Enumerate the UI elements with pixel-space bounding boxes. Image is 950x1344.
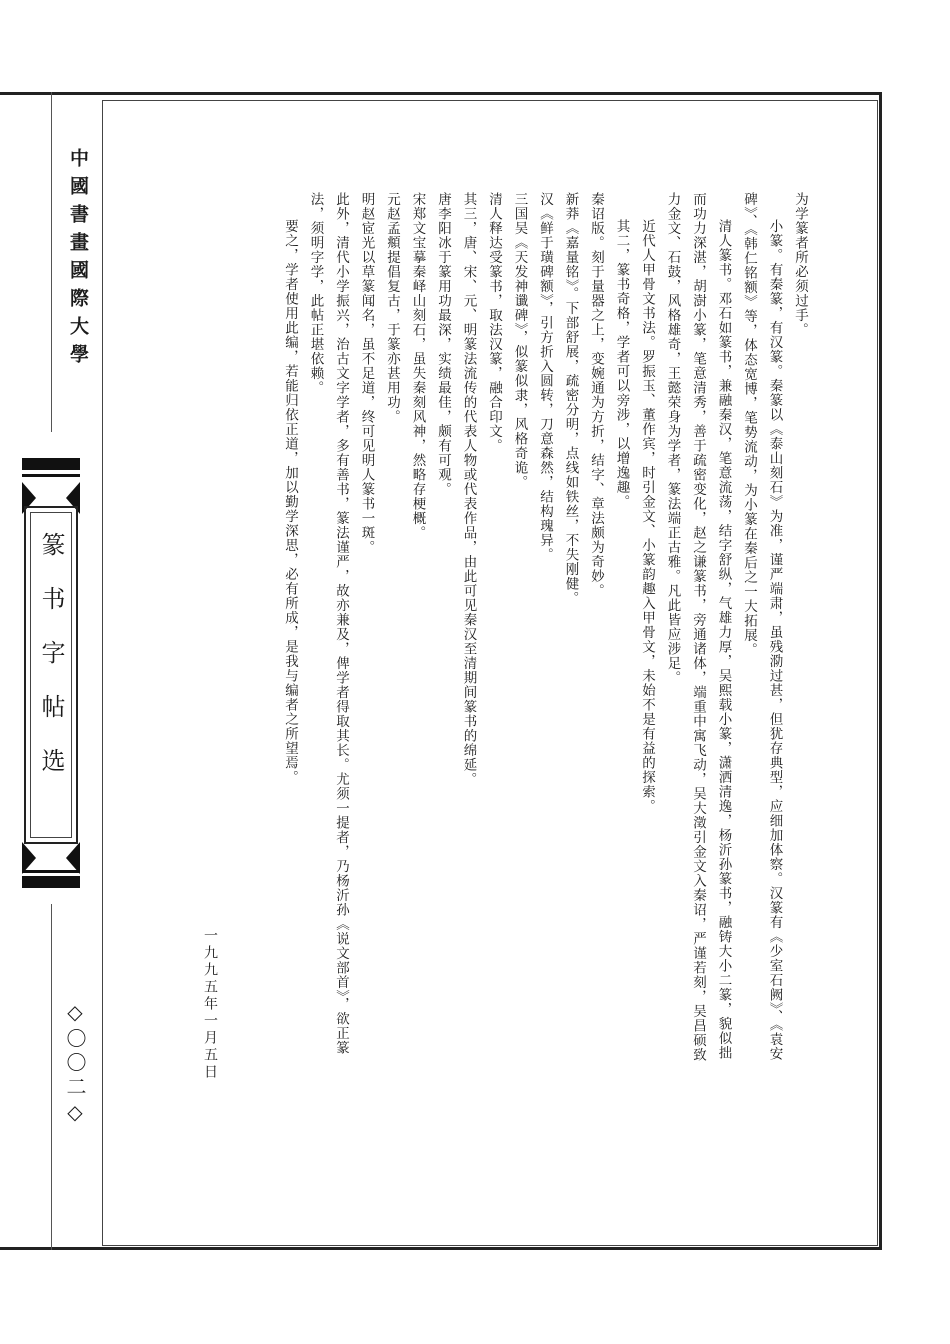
book-title: 篆书字帖选 <box>37 532 65 802</box>
paragraph: 清人释达受篆书，取法汉篆，融合印文。 <box>486 192 502 453</box>
paragraph: 宋郑文宝摹秦峄山刻石，虽失秦刻风神，然略存梗概。 <box>409 192 426 540</box>
paragraph: 清人篆书。邓石如篆书，兼融秦汉，笔意流荡，结字舒纵，气雄力厚，吴熙载小篆，潇洒清逸，杨沂孙篆书，融铸大小二篆，貌似拙而功力深湛，胡澍小篆，笔意清秀，善于疏密变化，赵之谦篆书，旁通诸体，端重中寓飞动，吴大澂引金文入秦诏，严谨若刻，吴昌硕致力金文、石鼓，风格雄奇，王懿荣身为学者，篆法端正古雅。凡此皆应涉足。 <box>664 192 732 1062</box>
title-band-top-thin <box>22 474 80 477</box>
paragraph: 三国吴《天发神谶碑》，似篆似隶，风格奇诡。 <box>511 192 528 490</box>
date-line: 一九九五年一月五日 <box>202 928 218 1081</box>
title-band-top <box>22 458 80 470</box>
school-name: 中國書畫國際大學 <box>67 148 89 372</box>
title-band-bottom-thin <box>22 870 80 873</box>
paragraph: 汉《鲜于璜碑额》，引方折入圆转，刀意森然，结构瑰异。 <box>537 192 553 563</box>
page-number: ◇〇〇二◇ <box>63 1000 87 1128</box>
paragraph: 秦诏版。刻于量器之上，变婉通为方折，结字、章法颇为奇妙。 <box>588 192 604 598</box>
paragraph: 其二，篆书奇格，学者可以旁涉，以增逸趣。 <box>613 219 630 509</box>
spine-divider-bottom <box>51 904 52 1250</box>
paragraph: 唐李阳冰于篆用功最深，实绩最佳，颇有可观。 <box>435 192 451 497</box>
paragraph: 明赵宧光以草篆闻名，虽不足道，终可见明人篆书一斑。 <box>358 192 375 555</box>
paragraph: 近代人甲骨文书法。罗振玉、董作宾，时引金文、小篆韵趣入甲骨文，未始不是有益的探索。 <box>639 219 655 814</box>
title-band-bottom <box>22 876 80 888</box>
paragraph: 元赵孟頫提倡复古，于篆亦甚用功。 <box>384 192 400 424</box>
paragraph: 为学篆者所必须过手。 <box>792 192 808 337</box>
paragraph: 要之，学者使用此编，若能归依正道，加以勤学深思，必有所成，是我与编者之所望焉。 <box>282 219 298 785</box>
spine-divider-top <box>51 92 52 432</box>
paragraph: 小篆。有秦篆，有汉篆。秦篆以《泰山刻石》为准，谨严端肃，虽残泐过甚，但犹存典型，应细加体察。汉篆有《少室石阙》、《袁安碑》、《韩仁铭额》等，体态宽博，笔势流动，为小篆在秦后之一大拓展。 <box>741 192 783 1061</box>
paragraph: 此外，清代小学振兴，治古文字学者，多有善书，篆法谨严，故亦兼及，俾学者得取其长。尤须一提者，乃杨沂孙《说文部首》，欲正篆法，须明字学，此帖正堪依赖。 <box>307 192 349 1056</box>
paragraph: 其三，唐、宋、元、明篆法流传的代表人物或代表作品，由此可见秦汉至清期间篆书的绵延。 <box>460 192 477 787</box>
paragraph: 新莽《嘉量铭》。下部舒展，疏密分明，点线如铁丝，不失刚健。 <box>562 192 579 606</box>
